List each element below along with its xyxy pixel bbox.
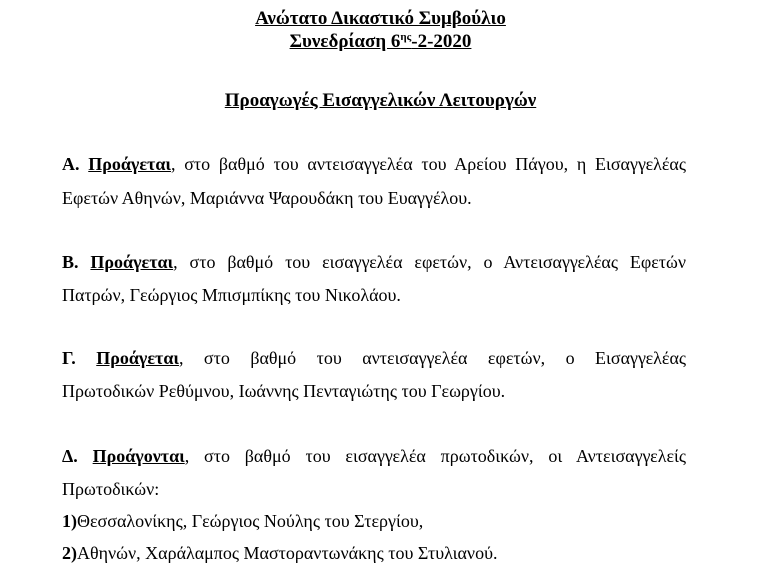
section-c-verb: Προάγεται — [96, 348, 179, 368]
subject-heading — [0, 90, 761, 112]
section-c-text: , στο βαθμό του αντεισαγγελέα εφετών, ο Εισαγγελέας — [178, 348, 687, 368]
session-title — [0, 31, 761, 53]
list-item-text: Θεσσαλονίκης, Γεώργιος Νούλης του Στεργίου, — [77, 511, 424, 531]
section-a-text: , στο βαθμό του αντεισαγγελέα του Αρείου Πάγου, η Εισαγγελέας — [170, 154, 686, 174]
council-title — [0, 8, 761, 30]
list-item — [62, 537, 498, 570]
section-b-line-2: Πατρών, Γεώργιος Μπισμπίκης του Νικολάου. — [62, 285, 401, 305]
section-a-label: Α. — [62, 154, 80, 174]
section-c-line-2: Πρωτοδικών Ρεθύμνου, Ιωάννης Πενταγιώτης του Γεωργίου. — [62, 381, 506, 401]
section-d-verb: Προάγονται — [92, 446, 185, 466]
section-a-line-2: Εφετών Αθηνών, Μαριάννα Ψαρουδάκη του Ευαγγέλου. — [62, 188, 472, 208]
section-b-text: , στο βαθμό του εισαγγελέα εφετών, ο Αντεισαγγελέας Εφετών — [173, 252, 687, 272]
session-prefix: Συνεδρίαση 6 — [289, 31, 401, 52]
list-item-number: 2) — [62, 543, 77, 563]
section-a-verb: Προάγεται — [88, 154, 171, 174]
list-item-text: Αθηνών, Χαράλαμπος Μαστοραντωνάκης του Στυλιανού. — [77, 543, 498, 563]
subject-heading-text: Προαγωγές Εισαγγελικών Λειτουργών — [224, 90, 537, 111]
list-item — [62, 505, 423, 538]
session-date: -2-2020 — [411, 31, 472, 52]
section-d-line-1 — [62, 440, 686, 473]
session-ordinal-suffix: ης — [400, 31, 412, 43]
section-b-verb: Προάγεται — [90, 252, 174, 272]
section-d-line-2: Πρωτοδικών: — [62, 479, 160, 499]
section-c-line-1 — [62, 342, 686, 375]
section-c-label: Γ. — [62, 348, 76, 368]
section-a-line-1 — [62, 148, 686, 181]
list-item-number: 1) — [62, 511, 77, 531]
section-d-label: Δ. — [62, 446, 78, 466]
section-b-label: Β. — [62, 252, 79, 272]
section-d-text: , στο βαθμό του εισαγγελέα πρωτοδικών, οι Αντεισαγγελείς — [184, 446, 686, 466]
section-b-line-1 — [62, 246, 686, 279]
council-title-text: Ανώτατο Δικαστικό Συμβούλιο — [255, 8, 506, 29]
